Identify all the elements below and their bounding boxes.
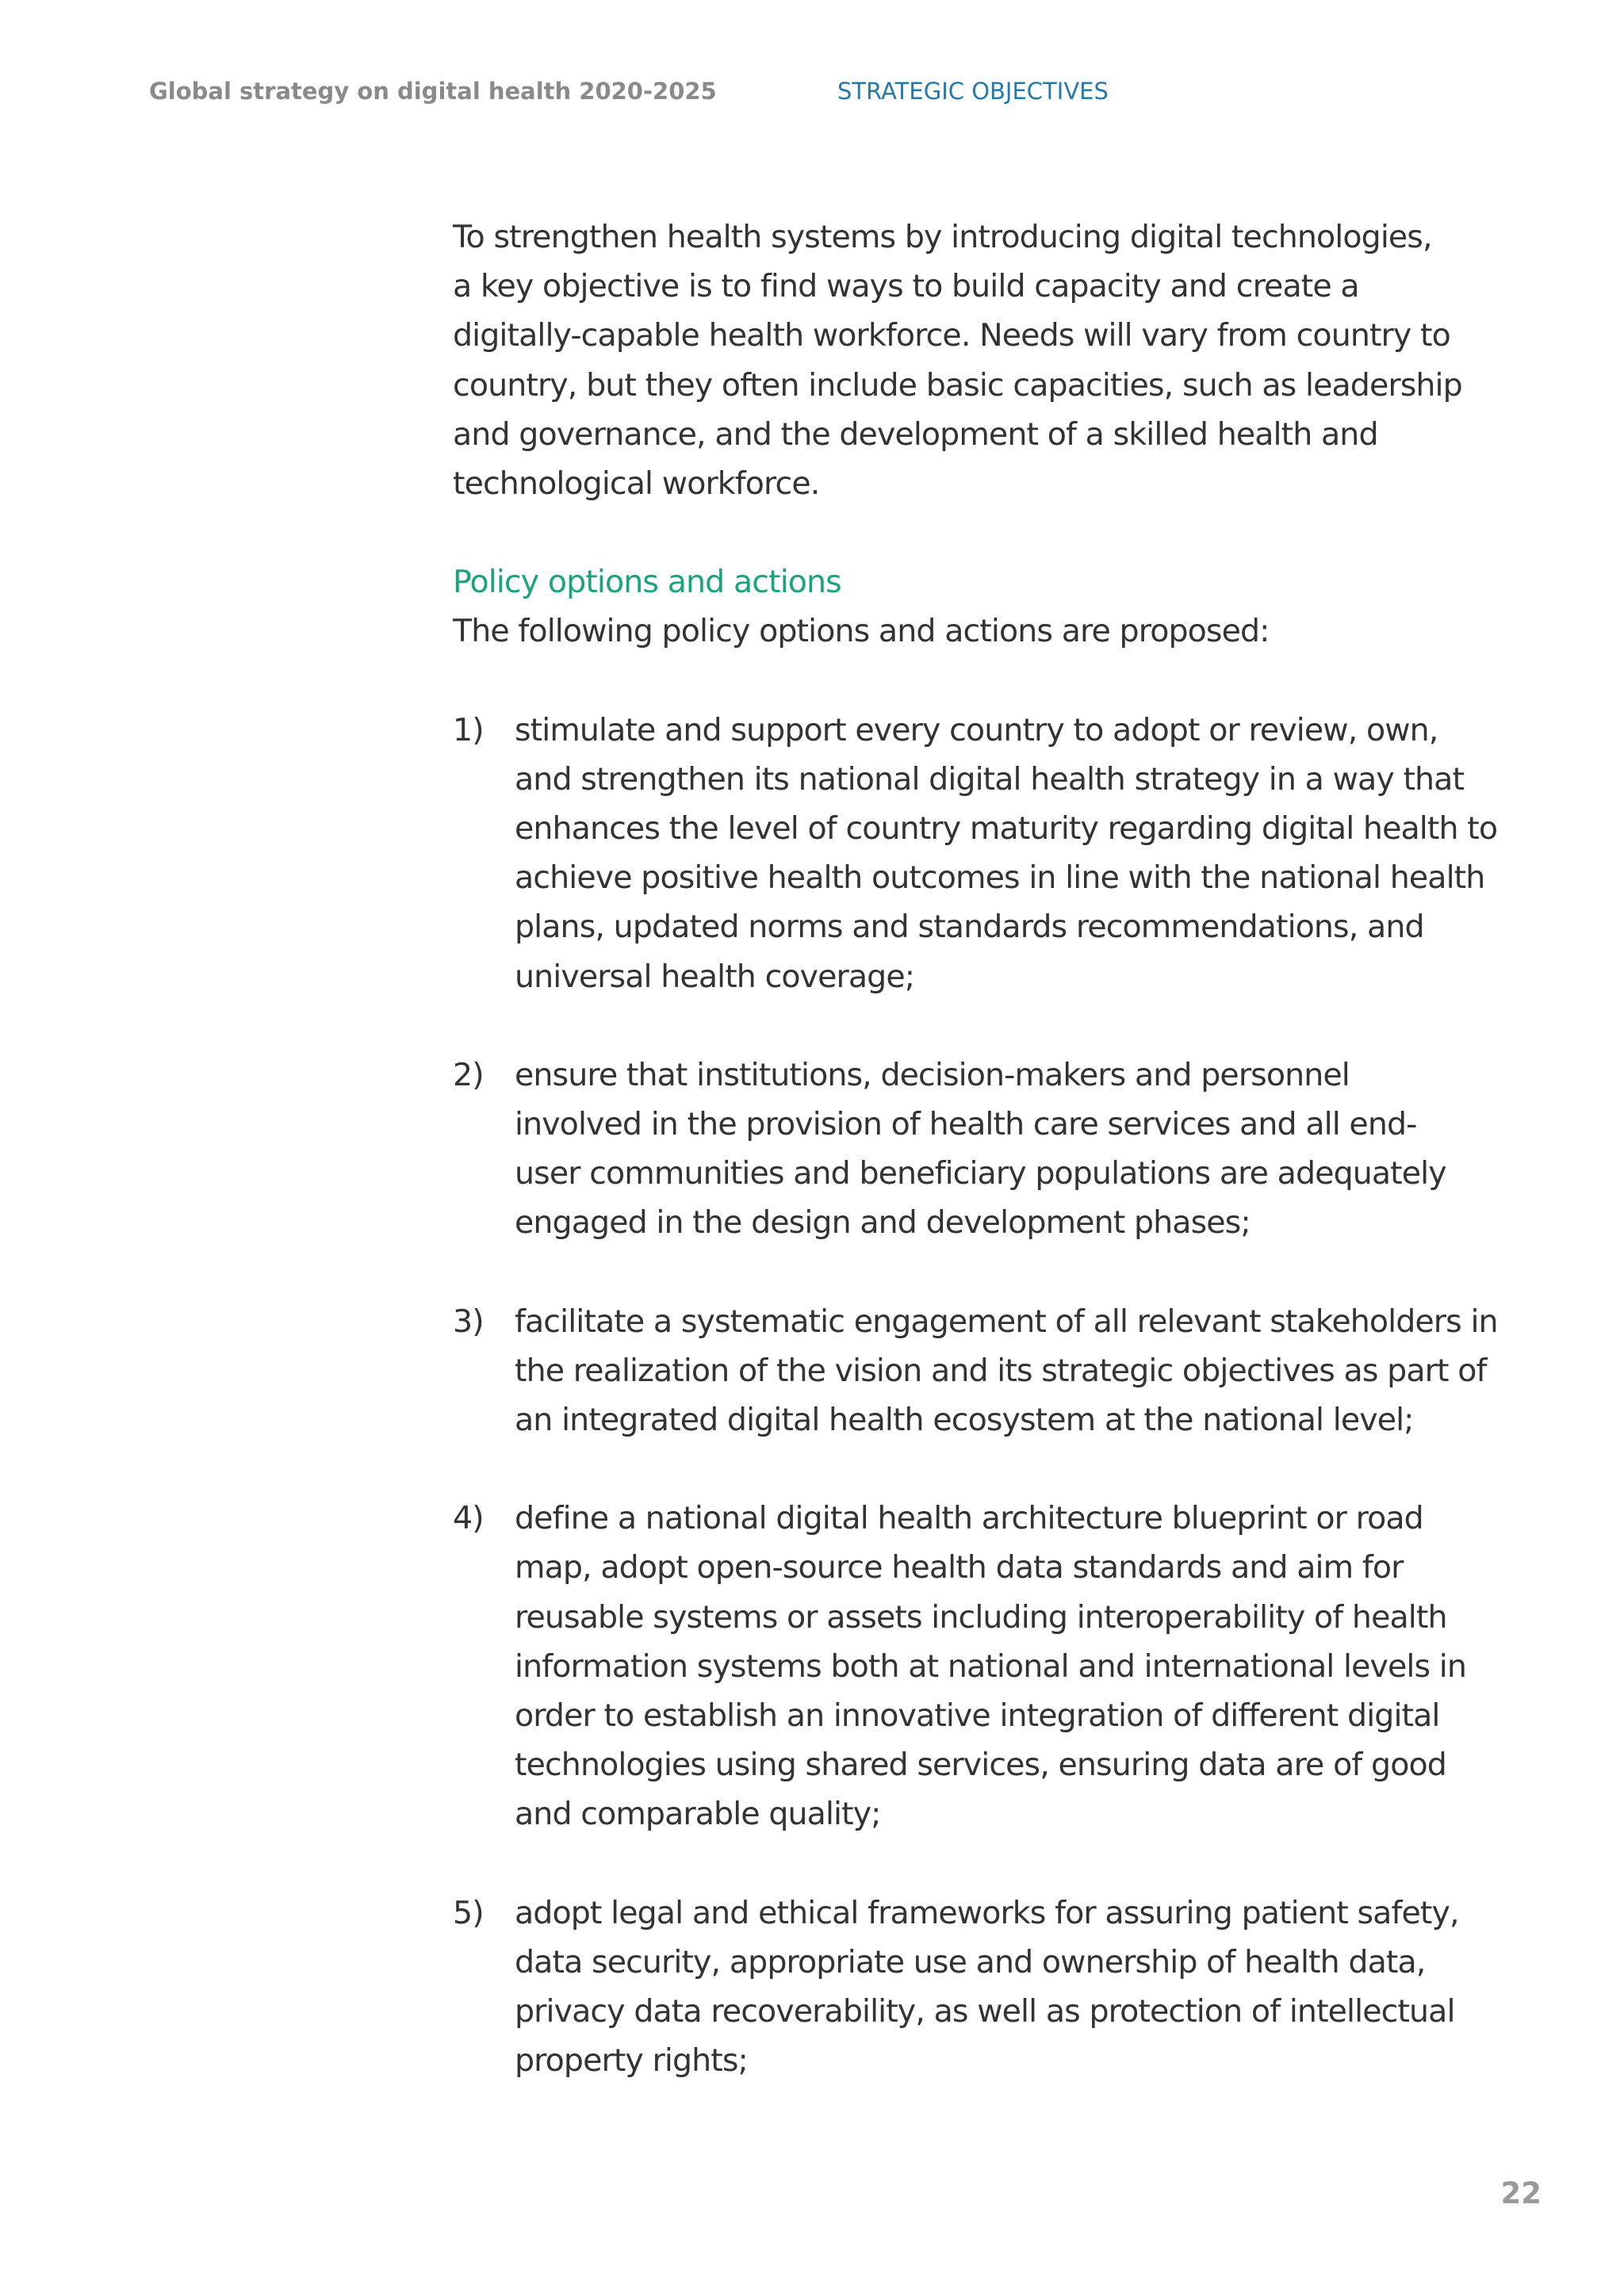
- page-number: 22: [1500, 2176, 1542, 2210]
- item-line: user communities and beneficiary populations are adequately: [515, 1155, 1446, 1192]
- item-line: ensure that institutions, decision-makers and personnel: [515, 1056, 1350, 1093]
- item-line: map, adopt open-source health data standards and aim for: [515, 1549, 1404, 1586]
- policy-lead: The following policy options and actions are proposed:: [453, 613, 1270, 650]
- item-line: facilitate a systematic engagement of all relevant stakeholders in: [515, 1303, 1498, 1340]
- policy-item-3: [453, 1297, 1498, 1445]
- document-title: Global strategy on digital health 2020-2025: [149, 78, 717, 105]
- policy-heading: Policy options and actions: [453, 564, 841, 601]
- intro-paragraph: [453, 212, 1484, 508]
- intro-line: To strengthen health systems by introducing digital technologies,: [453, 219, 1432, 255]
- main-content: [453, 212, 1498, 2135]
- item-number: 1): [453, 711, 484, 748]
- item-line: involved in the provision of health care services and all end-: [515, 1106, 1417, 1143]
- item-line: and strengthen its national digital health strategy in a way that: [515, 760, 1465, 798]
- section-title: STRATEGIC OBJECTIVES: [837, 78, 1109, 105]
- policy-item-5: [453, 1888, 1484, 2086]
- item-line: and comparable quality;: [515, 1796, 881, 1833]
- item-number: 5): [453, 1894, 484, 1931]
- policy-list: [453, 706, 1498, 2086]
- item-line: privacy data recoverability, as well as protection of intellectual: [515, 1993, 1455, 2030]
- intro-line: and governance, and the development of a skilled health and: [453, 415, 1378, 453]
- intro-line: a key objective is to find ways to build capacity and create a: [453, 268, 1359, 305]
- item-line: technologies using shared services, ensuring data are of good: [515, 1747, 1446, 1784]
- item-number: 3): [453, 1303, 484, 1340]
- item-line: property rights;: [515, 2042, 748, 2080]
- item-line: order to establish an innovative integration of different digital: [515, 1697, 1440, 1735]
- item-line: reusable systems or assets including interoperability of health: [515, 1598, 1447, 1636]
- policy-item-4: [453, 1494, 1484, 1839]
- item-number: 2): [453, 1056, 484, 1093]
- item-number: 4): [453, 1500, 484, 1537]
- item-line: define a national digital health architecture blueprint or road: [515, 1500, 1423, 1537]
- item-line: universal health coverage;: [515, 958, 915, 995]
- page-header: [149, 78, 1497, 109]
- intro-line: digitally-capable health workforce. Needs will vary from country to: [453, 317, 1450, 354]
- item-line: engaged in the design and development phases;: [515, 1204, 1251, 1242]
- policy-item-2: [453, 1050, 1484, 1248]
- item-line: information systems both at national and international levels in: [515, 1647, 1466, 1685]
- item-line: achieve positive health outcomes in line with the national health: [515, 859, 1485, 897]
- intro-line: technological workforce.: [453, 465, 820, 503]
- item-line: plans, updated norms and standards recommendations, and: [515, 909, 1424, 946]
- item-line: enhances the level of country maturity regarding digital health to: [515, 810, 1498, 848]
- item-line: data security, appropriate use and ownership of health data,: [515, 1943, 1426, 1980]
- item-line: the realization of the vision and its strategic objectives as part of: [515, 1352, 1487, 1389]
- intro-line: country, but they often include basic capacities, such as leadership: [453, 366, 1462, 404]
- item-line: an integrated digital health ecosystem at the national level;: [515, 1402, 1414, 1439]
- policy-item-1: [453, 706, 1498, 1001]
- item-line: stimulate and support every country to adopt or review, own,: [515, 711, 1438, 748]
- item-line: adopt legal and ethical frameworks for assuring patient safety,: [515, 1894, 1459, 1931]
